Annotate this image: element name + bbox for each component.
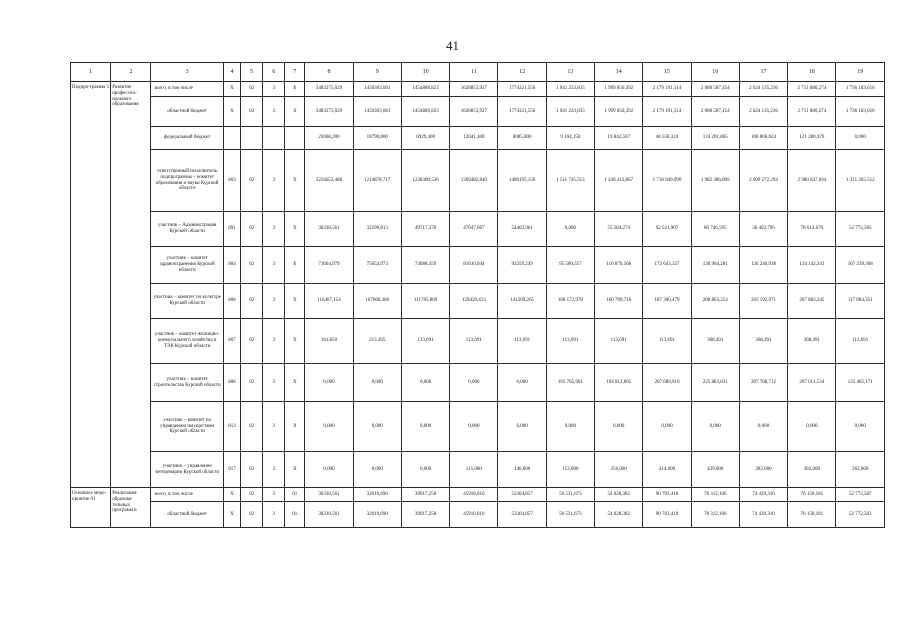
- value-cell: 2 179 191,314: [643, 97, 691, 127]
- code-cell-c7: X: [285, 452, 305, 488]
- value-cell: 47047,067: [450, 212, 498, 247]
- value-cell: 382,000: [739, 452, 787, 488]
- header-row: [71, 63, 885, 82]
- value-cell: 113,691: [643, 319, 691, 364]
- header-cell: 6: [263, 63, 285, 82]
- value-cell: 39917,258: [401, 502, 449, 528]
- value-cell: 36 493,790: [739, 212, 787, 247]
- value-cell: 116467,154: [305, 284, 353, 319]
- row-label: участник – комитет по культуре Курской области: [151, 284, 223, 319]
- code-cell-c5: 02: [241, 364, 263, 402]
- value-cell: 0,000: [498, 402, 546, 452]
- value-cell: 213,395: [353, 319, 401, 364]
- value-cell: 111785,869: [401, 284, 449, 319]
- value-cell: 2 088 587,454: [691, 82, 739, 97]
- header-cell: 19: [836, 63, 885, 82]
- value-cell: 38330,561: [305, 502, 353, 528]
- value-cell: 1 718 949,690: [643, 150, 691, 212]
- code-cell-c7: X: [285, 247, 305, 284]
- value-cell: 0,000: [401, 402, 449, 452]
- value-cell: 1 736 183,616: [836, 97, 885, 127]
- value-cell: 256,000: [595, 452, 643, 488]
- value-cell: 1 982 386,809: [691, 150, 739, 212]
- row-label: всего, в том числе: [151, 82, 223, 97]
- code-cell-c4: X: [223, 82, 240, 97]
- value-cell: 0,000: [836, 127, 885, 150]
- value-cell: 113,691: [836, 319, 885, 364]
- table-row: [71, 150, 885, 212]
- value-cell: 1228380,526: [401, 150, 449, 212]
- table-row: [71, 488, 885, 502]
- value-cell: 6929,400: [401, 127, 449, 150]
- value-cell: 165 705,601: [546, 364, 594, 402]
- table-row: [71, 212, 885, 247]
- value-cell: 74 439,310: [739, 488, 787, 502]
- header-cell: 16: [691, 63, 739, 82]
- code-cell-c6: 3: [263, 82, 285, 97]
- row-label: участник – комитет здравоохранения Курской области: [151, 247, 223, 284]
- code-cell-c4: 808: [223, 364, 240, 402]
- value-cell: 207 689,910: [643, 364, 691, 402]
- value-cell: 0,000: [788, 402, 836, 452]
- value-cell: 205 192,971: [739, 284, 787, 319]
- value-cell: 1 436 413,867: [595, 150, 643, 212]
- value-cell: 76 158,181: [788, 488, 836, 502]
- value-cell: 1 321 265,512: [836, 150, 885, 212]
- value-cell: 95 500,357: [546, 247, 594, 284]
- code-cell-c5: 02: [241, 402, 263, 452]
- header-cell: 7: [285, 63, 305, 82]
- value-cell: 368,491: [739, 319, 787, 364]
- value-cell: 2 711 880,274: [788, 97, 836, 127]
- value-cell: 113,691: [401, 319, 449, 364]
- value-cell: 0,000: [739, 402, 787, 452]
- value-cell: 107068,386: [353, 284, 401, 319]
- value-cell: 32590,813: [353, 212, 401, 247]
- code-cell-c6: 3: [263, 212, 285, 247]
- code-cell-c5: 02: [241, 212, 263, 247]
- value-cell: 55 584,274: [595, 212, 643, 247]
- value-cell: 168 172,978: [546, 284, 594, 319]
- value-cell: 187 300,479: [643, 284, 691, 319]
- value-cell: 56 531,673: [546, 488, 594, 502]
- value-cell: 207 883,245: [788, 284, 836, 319]
- code-cell-c7: X: [285, 150, 305, 212]
- value-cell: 0,000: [401, 364, 449, 402]
- code-cell-c6: 3: [263, 364, 285, 402]
- header-cell: 18: [788, 63, 836, 82]
- value-cell: 1 736 183,616: [836, 82, 885, 97]
- code-cell-c7: X: [285, 97, 305, 127]
- value-cell: 3256652,488: [305, 150, 353, 212]
- value-cell: 53364,857: [498, 502, 546, 528]
- value-cell: 2 179 191,314: [643, 82, 691, 97]
- value-cell: 38330,561: [305, 488, 353, 502]
- value-cell: 0,000: [305, 452, 353, 488]
- code-cell-c4: X: [223, 502, 240, 528]
- value-cell: 1 941 233,835: [546, 97, 594, 127]
- value-cell: 0,000: [595, 402, 643, 452]
- value-cell: 0,000: [498, 364, 546, 402]
- table-row: [71, 82, 885, 97]
- section-code: Основное меро-приятие 01: [71, 488, 111, 528]
- value-cell: 92 521,907: [643, 212, 691, 247]
- value-cell: 0,000: [353, 452, 401, 488]
- value-cell: 1628853,927: [450, 82, 498, 97]
- value-cell: 1369482,840: [450, 150, 498, 212]
- code-cell-c5: 02: [241, 247, 263, 284]
- value-cell: 1 999 850,392: [595, 97, 643, 127]
- value-cell: 1 941 233,835: [546, 82, 594, 97]
- header-cell: 14: [595, 63, 643, 82]
- value-cell: 74 439,310: [739, 502, 787, 528]
- row-label: ответственный исполнитель подпрограммы – комитет образования и науки Курской области: [151, 150, 223, 212]
- value-cell: 0,000: [353, 364, 401, 402]
- value-cell: 172 643,327: [643, 247, 691, 284]
- row-label: областной бюджет: [151, 502, 223, 528]
- value-cell: 0,000: [546, 212, 594, 247]
- value-cell: 0,000: [305, 364, 353, 402]
- section-title: Развитие профессио-нального образования: [111, 82, 151, 488]
- value-cell: 90 703,418: [643, 488, 691, 502]
- code-cell-c6: 3: [263, 488, 285, 502]
- code-cell-c4: 804: [223, 247, 240, 284]
- code-cell-c4: 803: [223, 150, 240, 212]
- header-cell: 13: [546, 63, 594, 82]
- table-row: [71, 402, 885, 452]
- code-cell-c4: X: [223, 488, 240, 502]
- code-cell-c5: 02: [241, 284, 263, 319]
- value-cell: 52 772,583: [836, 212, 885, 247]
- code-cell-c6: 3: [263, 284, 285, 319]
- value-cell: 0,000: [691, 402, 739, 452]
- value-cell: 121 280,479: [788, 127, 836, 150]
- value-cell: 1214878,717: [353, 150, 401, 212]
- value-cell: 1 511 745,513: [546, 150, 594, 212]
- value-cell: 2 624 135,236: [739, 97, 787, 127]
- value-cell: 207 708,712: [739, 364, 787, 402]
- value-cell: 2 624 135,236: [739, 82, 787, 97]
- code-cell-c6: 3: [263, 150, 285, 212]
- row-label: участник – Администрация Курской области: [151, 212, 223, 247]
- value-cell: 130 964,281: [691, 247, 739, 284]
- value-cell: 113,691: [546, 319, 594, 364]
- value-cell: 80 746,595: [691, 212, 739, 247]
- header-cell: 5: [241, 63, 263, 82]
- section-code: Подпро-грамма 3: [71, 82, 111, 488]
- code-cell-c4: 808: [223, 284, 240, 319]
- table-row: [71, 364, 885, 402]
- code-cell-c7: X: [285, 212, 305, 247]
- value-cell: 39917,258: [401, 488, 449, 502]
- code-cell-c5: 02: [241, 502, 263, 528]
- value-cell: 45918,010: [450, 488, 498, 502]
- header-cell: 17: [739, 63, 787, 82]
- value-cell: 141209,265: [498, 284, 546, 319]
- budget-table: [70, 62, 885, 528]
- value-cell: 54 028,382: [595, 488, 643, 502]
- value-cell: 2 711 880,274: [788, 82, 836, 97]
- value-cell: 0,000: [836, 402, 885, 452]
- code-cell-c4: 807: [223, 319, 240, 364]
- value-cell: 23068,200: [305, 127, 353, 150]
- code-cell-c7: X: [285, 284, 305, 319]
- value-cell: 117 084,351: [836, 284, 885, 319]
- header-cell: 12: [498, 63, 546, 82]
- code-cell-c6: 3: [263, 502, 285, 528]
- value-cell: 3483275,029: [305, 82, 353, 97]
- value-cell: 368,491: [788, 319, 836, 364]
- value-cell: 53364,857: [498, 488, 546, 502]
- table-row: [71, 127, 885, 150]
- value-cell: 0,000: [305, 402, 353, 452]
- code-cell-c5: 02: [241, 319, 263, 364]
- code-cell-c7: 01: [285, 502, 305, 528]
- value-cell: 8085,800: [498, 127, 546, 150]
- value-cell: 1454886,823: [401, 82, 449, 97]
- value-cell: 1450303,681: [353, 97, 401, 127]
- value-cell: 78 312,106: [691, 488, 739, 502]
- value-cell: 32010,690: [353, 502, 401, 528]
- header-cell: 3: [151, 63, 223, 82]
- header-cell: 4: [223, 63, 240, 82]
- code-cell-c7: X: [285, 364, 305, 402]
- value-cell: 208 863,254: [691, 284, 739, 319]
- table-row: [71, 97, 885, 127]
- row-label: федеральный бюджет: [151, 127, 223, 150]
- value-cell: 2 009 272,294: [739, 150, 787, 212]
- code-cell-c4: 891: [223, 212, 240, 247]
- code-cell-c6: 3: [263, 247, 285, 284]
- value-cell: 12041,300: [450, 127, 498, 150]
- table-row: [71, 284, 885, 319]
- header-cell: 9: [353, 63, 401, 82]
- value-cell: 113,691: [450, 319, 498, 364]
- row-label: участник – управление ветеринарии Курской области: [151, 452, 223, 488]
- header-cell: 8: [305, 63, 353, 82]
- value-cell: 49717,378: [401, 212, 449, 247]
- code-cell-c6: 3: [263, 97, 285, 127]
- value-cell: 382,000: [788, 452, 836, 488]
- code-cell-c5: 02: [241, 150, 263, 212]
- value-cell: 38330,561: [305, 212, 353, 247]
- row-label: областной бюджет: [151, 97, 223, 127]
- code-cell-c5: 02: [241, 82, 263, 97]
- value-cell: 100 866,624: [739, 127, 787, 150]
- value-cell: 48 558,324: [643, 127, 691, 150]
- value-cell: 429,000: [691, 452, 739, 488]
- value-cell: 0,000: [450, 364, 498, 402]
- code-cell-c6: 3: [263, 452, 285, 488]
- value-cell: 1450303,681: [353, 82, 401, 97]
- value-cell: 129420,413: [450, 284, 498, 319]
- code-cell-c4: X: [223, 97, 240, 127]
- header-cell: 2: [111, 63, 151, 82]
- value-cell: 414,000: [643, 452, 691, 488]
- code-cell-c6: 3: [263, 402, 285, 452]
- value-cell: 76 158,181: [788, 502, 836, 528]
- value-cell: 9 104,150: [546, 127, 594, 150]
- value-cell: 19 842,567: [595, 127, 643, 150]
- table-row: [71, 452, 885, 488]
- value-cell: 126 246,938: [739, 247, 787, 284]
- value-cell: 92259,249: [498, 247, 546, 284]
- value-cell: 1774321,556: [498, 82, 546, 97]
- value-cell: 0,000: [401, 452, 449, 488]
- value-cell: 161,850: [305, 319, 353, 364]
- code-cell-c6: 3: [263, 319, 285, 364]
- header-cell: 11: [450, 63, 498, 82]
- value-cell: 90 703,418: [643, 502, 691, 528]
- value-cell: 1480195,156: [498, 150, 546, 212]
- code-cell-c4: 812: [223, 402, 240, 452]
- value-cell: 167 239,308: [836, 247, 885, 284]
- value-cell: 113,691: [595, 319, 643, 364]
- table-row: [71, 502, 885, 528]
- code-cell-c7: 01: [285, 488, 305, 502]
- value-cell: 225 883,831: [691, 364, 739, 402]
- code-cell-c7: X: [285, 82, 305, 97]
- header-cell: 10: [401, 63, 449, 82]
- value-cell: 124 201,865: [691, 127, 739, 150]
- value-cell: 71664,979: [305, 247, 353, 284]
- code-cell-c4: [223, 127, 240, 150]
- value-cell: 368,491: [691, 319, 739, 364]
- value-cell: 1774321,556: [498, 97, 546, 127]
- value-cell: 18790,800: [353, 127, 401, 150]
- value-cell: 56 531,673: [546, 502, 594, 528]
- code-cell-c6: [263, 127, 285, 150]
- value-cell: 54403,961: [498, 212, 546, 247]
- value-cell: 54 028,382: [595, 502, 643, 528]
- code-cell-c5: 02: [241, 97, 263, 127]
- value-cell: 0,000: [450, 402, 498, 452]
- value-cell: 160 799,716: [595, 284, 643, 319]
- value-cell: 81630,944: [450, 247, 498, 284]
- value-cell: 78 312,106: [691, 502, 739, 528]
- value-cell: 0,000: [546, 402, 594, 452]
- row-label: участник – комитет жилищно-коммунального хозяйства и ТЭК Курской области: [151, 319, 223, 364]
- section-title: Реализация образова-тельных программ в: [111, 488, 151, 528]
- value-cell: 207 611,534: [788, 364, 836, 402]
- code-cell-c7: X: [285, 319, 305, 364]
- value-cell: 1454889,823: [401, 97, 449, 127]
- value-cell: 115,000: [450, 452, 498, 488]
- row-label: участник – комитет строительства Курской области: [151, 364, 223, 402]
- value-cell: 75652,973: [353, 247, 401, 284]
- value-cell: 32010,690: [353, 488, 401, 502]
- value-cell: 134 142,243: [788, 247, 836, 284]
- value-cell: 45918,010: [450, 502, 498, 528]
- value-cell: 78 612,670: [788, 212, 836, 247]
- code-cell-c5: [241, 127, 263, 150]
- value-cell: 113,691: [498, 319, 546, 364]
- value-cell: 52 772,587: [836, 488, 885, 502]
- table-row: [71, 247, 885, 284]
- value-cell: 262,000: [836, 452, 885, 488]
- value-cell: 1628853,927: [450, 97, 498, 127]
- value-cell: 125 405,171: [836, 364, 885, 402]
- header-cell: 1: [71, 63, 111, 82]
- code-cell-c7: X: [285, 402, 305, 452]
- value-cell: 194 812,665: [595, 364, 643, 402]
- value-cell: 0,000: [643, 402, 691, 452]
- code-cell-c4: 817: [223, 452, 240, 488]
- value-cell: 153,000: [546, 452, 594, 488]
- code-cell-c7: [285, 127, 305, 150]
- table-row: [71, 319, 885, 364]
- value-cell: 3483275,029: [305, 97, 353, 127]
- value-cell: 74088,359: [401, 247, 449, 284]
- code-cell-c5: 02: [241, 452, 263, 488]
- row-label: всего, в том числе: [151, 488, 223, 502]
- code-cell-c5: 02: [241, 488, 263, 502]
- row-label: участник – комитет по управлению имуществом Курской области: [151, 402, 223, 452]
- value-cell: 0,000: [353, 402, 401, 452]
- value-cell: 146,600: [498, 452, 546, 488]
- header-cell: 15: [643, 63, 691, 82]
- value-cell: 52 772,583: [836, 502, 885, 528]
- value-cell: 110 876,568: [595, 247, 643, 284]
- value-cell: 2 088 587,454: [691, 97, 739, 127]
- value-cell: 2 980 647,044: [788, 150, 836, 212]
- value-cell: 1 999 850,392: [595, 82, 643, 97]
- page-number: 41: [446, 38, 459, 53]
